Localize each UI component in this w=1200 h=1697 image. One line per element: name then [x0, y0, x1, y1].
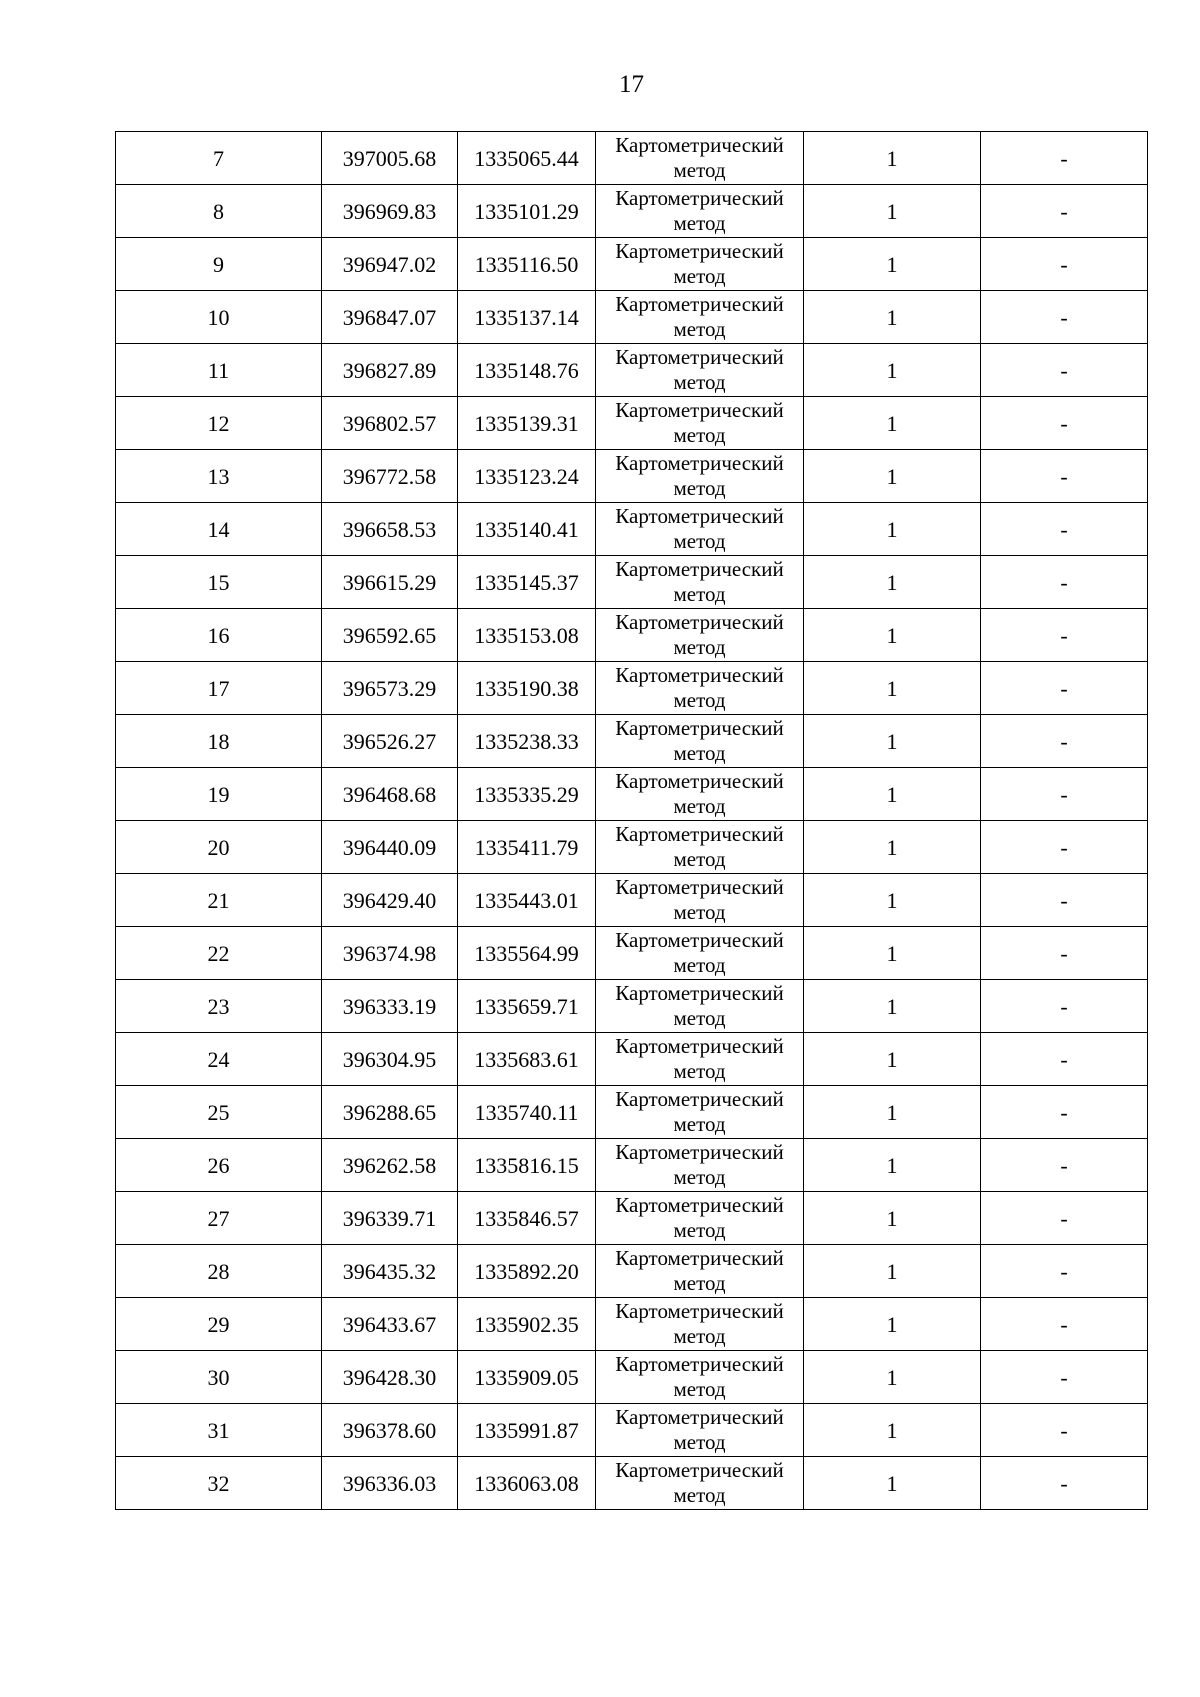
- method-line-2: метод: [673, 794, 726, 818]
- point-number-cell: 22: [116, 927, 322, 980]
- note-cell: -: [981, 1192, 1148, 1245]
- x-coordinate-cell: 396802.57: [322, 397, 458, 450]
- method-cell: [596, 874, 804, 927]
- y-coordinate-cell: 1335683.61: [458, 1033, 596, 1086]
- table-row: [116, 1192, 1148, 1245]
- y-coordinate-cell: 1335238.33: [458, 715, 596, 768]
- x-coordinate-cell: 396336.03: [322, 1457, 458, 1510]
- method-line-2: метод: [673, 370, 726, 394]
- point-number-cell: 25: [116, 1086, 322, 1139]
- x-coordinate-cell: 396827.89: [322, 344, 458, 397]
- method-line-1: Картометрический: [615, 451, 784, 475]
- y-coordinate-cell: 1335140.41: [458, 503, 596, 556]
- y-coordinate-cell: 1335740.11: [458, 1086, 596, 1139]
- note-cell: -: [981, 1298, 1148, 1351]
- method-cell: [596, 450, 804, 503]
- point-number-cell: 23: [116, 980, 322, 1033]
- method-line-1: Картометрический: [615, 769, 784, 793]
- method-line-1: Картометрический: [615, 875, 784, 899]
- x-coordinate-cell: 396262.58: [322, 1139, 458, 1192]
- x-coordinate-cell: 396615.29: [322, 556, 458, 609]
- table-row: [116, 185, 1148, 238]
- accuracy-cell: 1: [804, 1404, 981, 1457]
- method-cell: [596, 132, 804, 185]
- note-cell: -: [981, 980, 1148, 1033]
- y-coordinate-cell: 1335991.87: [458, 1404, 596, 1457]
- coordinates-table: [115, 131, 1148, 1510]
- method-cell: [596, 662, 804, 715]
- accuracy-cell: 1: [804, 980, 981, 1033]
- method-line-1: Картометрический: [615, 928, 784, 952]
- note-cell: -: [981, 1351, 1148, 1404]
- note-cell: -: [981, 1457, 1148, 1510]
- point-number-cell: 15: [116, 556, 322, 609]
- y-coordinate-cell: 1335564.99: [458, 927, 596, 980]
- method-line-1: Картометрический: [615, 1087, 784, 1111]
- method-line-2: метод: [673, 953, 726, 977]
- table-row: [116, 238, 1148, 291]
- accuracy-cell: 1: [804, 821, 981, 874]
- method-line-1: Картометрический: [615, 292, 784, 316]
- method-line-2: метод: [673, 423, 726, 447]
- table-row: [116, 503, 1148, 556]
- table-row: [116, 1139, 1148, 1192]
- point-number-cell: 29: [116, 1298, 322, 1351]
- y-coordinate-cell: 1335123.24: [458, 450, 596, 503]
- table-row: [116, 450, 1148, 503]
- method-cell: [596, 185, 804, 238]
- method-line-2: метод: [673, 1377, 726, 1401]
- method-cell: [596, 291, 804, 344]
- point-number-cell: 10: [116, 291, 322, 344]
- x-coordinate-cell: 396847.07: [322, 291, 458, 344]
- y-coordinate-cell: 1335659.71: [458, 980, 596, 1033]
- note-cell: -: [981, 1033, 1148, 1086]
- method-line-2: метод: [673, 1218, 726, 1242]
- note-cell: -: [981, 874, 1148, 927]
- point-number-cell: 31: [116, 1404, 322, 1457]
- method-line-2: метод: [673, 529, 726, 553]
- x-coordinate-cell: 396339.71: [322, 1192, 458, 1245]
- accuracy-cell: 1: [804, 715, 981, 768]
- accuracy-cell: 1: [804, 1033, 981, 1086]
- point-number-cell: 20: [116, 821, 322, 874]
- note-cell: -: [981, 768, 1148, 821]
- y-coordinate-cell: 1335190.38: [458, 662, 596, 715]
- method-line-1: Картометрический: [615, 504, 784, 528]
- note-cell: -: [981, 238, 1148, 291]
- table-row: [116, 1033, 1148, 1086]
- method-cell: [596, 609, 804, 662]
- point-number-cell: 14: [116, 503, 322, 556]
- accuracy-cell: 1: [804, 291, 981, 344]
- point-number-cell: 32: [116, 1457, 322, 1510]
- table-row: [116, 1351, 1148, 1404]
- table-row: [116, 344, 1148, 397]
- x-coordinate-cell: 396288.65: [322, 1086, 458, 1139]
- point-number-cell: 11: [116, 344, 322, 397]
- y-coordinate-cell: 1335892.20: [458, 1245, 596, 1298]
- method-line-1: Картометрический: [615, 1034, 784, 1058]
- method-line-1: Картометрический: [615, 981, 784, 1005]
- method-cell: [596, 1245, 804, 1298]
- note-cell: -: [981, 1139, 1148, 1192]
- x-coordinate-cell: 396304.95: [322, 1033, 458, 1086]
- method-cell: [596, 1033, 804, 1086]
- method-cell: [596, 503, 804, 556]
- accuracy-cell: 1: [804, 344, 981, 397]
- note-cell: -: [981, 185, 1148, 238]
- y-coordinate-cell: 1335909.05: [458, 1351, 596, 1404]
- method-line-2: метод: [673, 1324, 726, 1348]
- method-line-1: Картометрический: [615, 663, 784, 687]
- method-line-2: метод: [673, 317, 726, 341]
- note-cell: -: [981, 556, 1148, 609]
- accuracy-cell: 1: [804, 238, 981, 291]
- point-number-cell: 12: [116, 397, 322, 450]
- note-cell: -: [981, 662, 1148, 715]
- method-line-2: метод: [673, 741, 726, 765]
- accuracy-cell: 1: [804, 662, 981, 715]
- method-line-2: метод: [673, 1165, 726, 1189]
- method-line-1: Картометрический: [615, 1140, 784, 1164]
- method-cell: [596, 715, 804, 768]
- note-cell: -: [981, 132, 1148, 185]
- method-cell: [596, 556, 804, 609]
- y-coordinate-cell: 1335902.35: [458, 1298, 596, 1351]
- method-line-2: метод: [673, 582, 726, 606]
- method-cell: [596, 1351, 804, 1404]
- point-number-cell: 7: [116, 132, 322, 185]
- accuracy-cell: 1: [804, 1139, 981, 1192]
- x-coordinate-cell: 396378.60: [322, 1404, 458, 1457]
- method-line-1: Картометрический: [615, 610, 784, 634]
- accuracy-cell: 1: [804, 1086, 981, 1139]
- x-coordinate-cell: 396969.83: [322, 185, 458, 238]
- note-cell: -: [981, 503, 1148, 556]
- point-number-cell: 30: [116, 1351, 322, 1404]
- accuracy-cell: 1: [804, 1192, 981, 1245]
- note-cell: -: [981, 1404, 1148, 1457]
- table-row: [116, 291, 1148, 344]
- accuracy-cell: 1: [804, 450, 981, 503]
- accuracy-cell: 1: [804, 1298, 981, 1351]
- method-line-1: Картометрический: [615, 822, 784, 846]
- method-line-2: метод: [673, 211, 726, 235]
- method-cell: [596, 821, 804, 874]
- method-line-1: Картометрический: [615, 133, 784, 157]
- point-number-cell: 24: [116, 1033, 322, 1086]
- table-row: [116, 768, 1148, 821]
- method-line-1: Картометрический: [615, 1405, 784, 1429]
- y-coordinate-cell: 1335335.29: [458, 768, 596, 821]
- x-coordinate-cell: 396526.27: [322, 715, 458, 768]
- method-line-2: метод: [673, 1430, 726, 1454]
- accuracy-cell: 1: [804, 1245, 981, 1298]
- note-cell: -: [981, 291, 1148, 344]
- y-coordinate-cell: 1335443.01: [458, 874, 596, 927]
- accuracy-cell: 1: [804, 1457, 981, 1510]
- accuracy-cell: 1: [804, 1351, 981, 1404]
- method-line-2: метод: [673, 476, 726, 500]
- accuracy-cell: 1: [804, 185, 981, 238]
- method-line-1: Картометрический: [615, 1352, 784, 1376]
- method-cell: [596, 1298, 804, 1351]
- note-cell: -: [981, 821, 1148, 874]
- point-number-cell: 16: [116, 609, 322, 662]
- table-row: [116, 662, 1148, 715]
- method-line-1: Картометрический: [615, 716, 784, 740]
- x-coordinate-cell: 396573.29: [322, 662, 458, 715]
- y-coordinate-cell: 1335137.14: [458, 291, 596, 344]
- x-coordinate-cell: 396433.67: [322, 1298, 458, 1351]
- table-row: [116, 556, 1148, 609]
- y-coordinate-cell: 1335139.31: [458, 397, 596, 450]
- method-line-2: метод: [673, 1112, 726, 1136]
- note-cell: -: [981, 344, 1148, 397]
- x-coordinate-cell: 396428.30: [322, 1351, 458, 1404]
- note-cell: -: [981, 1086, 1148, 1139]
- y-coordinate-cell: 1335065.44: [458, 132, 596, 185]
- page-number: 17: [619, 71, 644, 98]
- y-coordinate-cell: 1335816.15: [458, 1139, 596, 1192]
- method-line-2: метод: [673, 264, 726, 288]
- accuracy-cell: 1: [804, 609, 981, 662]
- x-coordinate-cell: 396440.09: [322, 821, 458, 874]
- method-cell: [596, 1086, 804, 1139]
- x-coordinate-cell: 397005.68: [322, 132, 458, 185]
- note-cell: -: [981, 450, 1148, 503]
- point-number-cell: 17: [116, 662, 322, 715]
- method-cell: [596, 1139, 804, 1192]
- table-row: [116, 1298, 1148, 1351]
- method-line-2: метод: [673, 1271, 726, 1295]
- y-coordinate-cell: 1335116.50: [458, 238, 596, 291]
- point-number-cell: 13: [116, 450, 322, 503]
- point-number-cell: 21: [116, 874, 322, 927]
- method-cell: [596, 1192, 804, 1245]
- y-coordinate-cell: 1335145.37: [458, 556, 596, 609]
- point-number-cell: 26: [116, 1139, 322, 1192]
- point-number-cell: 27: [116, 1192, 322, 1245]
- method-line-2: метод: [673, 635, 726, 659]
- accuracy-cell: 1: [804, 397, 981, 450]
- method-cell: [596, 238, 804, 291]
- method-cell: [596, 397, 804, 450]
- y-coordinate-cell: 1335101.29: [458, 185, 596, 238]
- point-number-cell: 19: [116, 768, 322, 821]
- method-line-2: метод: [673, 158, 726, 182]
- y-coordinate-cell: 1336063.08: [458, 1457, 596, 1510]
- method-line-2: метод: [673, 1006, 726, 1030]
- table-row: [116, 397, 1148, 450]
- method-cell: [596, 768, 804, 821]
- point-number-cell: 18: [116, 715, 322, 768]
- method-cell: [596, 1404, 804, 1457]
- note-cell: -: [981, 715, 1148, 768]
- method-line-1: Картометрический: [615, 1193, 784, 1217]
- table-row: [116, 1086, 1148, 1139]
- method-line-2: метод: [673, 900, 726, 924]
- table-row: [116, 1245, 1148, 1298]
- method-line-2: метод: [673, 1059, 726, 1083]
- y-coordinate-cell: 1335846.57: [458, 1192, 596, 1245]
- method-line-1: Картометрический: [615, 345, 784, 369]
- y-coordinate-cell: 1335153.08: [458, 609, 596, 662]
- table-row: [116, 609, 1148, 662]
- method-cell: [596, 344, 804, 397]
- method-line-1: Картометрический: [615, 1246, 784, 1270]
- method-line-2: метод: [673, 847, 726, 871]
- note-cell: -: [981, 397, 1148, 450]
- coordinates-table-body: [116, 132, 1148, 1510]
- point-number-cell: 8: [116, 185, 322, 238]
- method-cell: [596, 980, 804, 1033]
- method-line-2: метод: [673, 1483, 726, 1507]
- accuracy-cell: 1: [804, 556, 981, 609]
- x-coordinate-cell: 396592.65: [322, 609, 458, 662]
- y-coordinate-cell: 1335411.79: [458, 821, 596, 874]
- accuracy-cell: 1: [804, 927, 981, 980]
- x-coordinate-cell: 396429.40: [322, 874, 458, 927]
- accuracy-cell: 1: [804, 132, 981, 185]
- table-row: [116, 927, 1148, 980]
- x-coordinate-cell: 396468.68: [322, 768, 458, 821]
- note-cell: -: [981, 609, 1148, 662]
- x-coordinate-cell: 396772.58: [322, 450, 458, 503]
- method-line-2: метод: [673, 688, 726, 712]
- method-line-1: Картометрический: [615, 1299, 784, 1323]
- point-number-cell: 9: [116, 238, 322, 291]
- table-row: [116, 980, 1148, 1033]
- x-coordinate-cell: 396658.53: [322, 503, 458, 556]
- accuracy-cell: 1: [804, 768, 981, 821]
- table-row: [116, 874, 1148, 927]
- table-row: [116, 821, 1148, 874]
- x-coordinate-cell: 396374.98: [322, 927, 458, 980]
- method-cell: [596, 927, 804, 980]
- table-row: [116, 715, 1148, 768]
- y-coordinate-cell: 1335148.76: [458, 344, 596, 397]
- point-number-cell: 28: [116, 1245, 322, 1298]
- table-row: [116, 132, 1148, 185]
- note-cell: -: [981, 927, 1148, 980]
- method-line-1: Картометрический: [615, 557, 784, 581]
- accuracy-cell: 1: [804, 503, 981, 556]
- accuracy-cell: 1: [804, 874, 981, 927]
- method-line-1: Картометрический: [615, 239, 784, 263]
- x-coordinate-cell: 396435.32: [322, 1245, 458, 1298]
- method-line-1: Картометрический: [615, 398, 784, 422]
- x-coordinate-cell: 396947.02: [322, 238, 458, 291]
- x-coordinate-cell: 396333.19: [322, 980, 458, 1033]
- method-line-1: Картометрический: [615, 1458, 784, 1482]
- method-cell: [596, 1457, 804, 1510]
- method-line-1: Картометрический: [615, 186, 784, 210]
- note-cell: -: [981, 1245, 1148, 1298]
- table-row: [116, 1404, 1148, 1457]
- table-row: [116, 1457, 1148, 1510]
